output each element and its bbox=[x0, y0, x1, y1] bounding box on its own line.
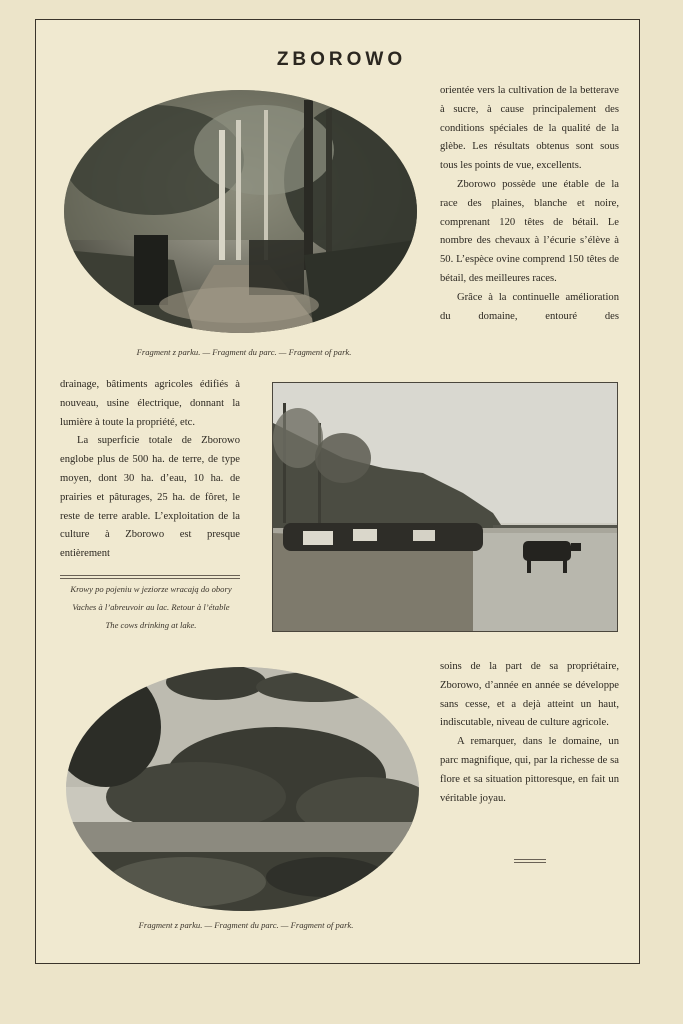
text-column-right-bottom bbox=[440, 658, 619, 808]
caption-cows-en: The cows drinking at lake. bbox=[105, 620, 197, 630]
paragraph: orientée vers la cultivation de la betterave à sucre, à cause principalement des conditions spéciales de la qualité de la glèbe. Les résultats obtenus sont sous tous les points de vue, excellents. bbox=[440, 85, 619, 172]
park-trees-photo bbox=[66, 667, 419, 911]
caption-park-top: Fragment z parku. — Fragment du parc. — Fragment of park. bbox=[136, 347, 352, 357]
paragraph: drainage, bâtiments agricoles édifiés à nouveau, usine électrique, donnant la lumière à toute la propriété, etc. bbox=[60, 379, 240, 428]
cows-lake-photo bbox=[272, 382, 618, 632]
text-column-right-top bbox=[440, 82, 619, 326]
paragraph: La superficie totale de Zborowo englobe plus de 500 ha. de terre, de type moyen, dont 30 ha. d’eau, 10 ha. de prairies et pâturages, 25 ha. de fôret, le reste de terre arable. L’exploitation de la culture à Zborowo est presque entièrement bbox=[60, 435, 240, 560]
end-ornament bbox=[514, 859, 546, 860]
paragraph: soins de la part de sa propriétaire, Zborowo, d’année en année se développe sans cesse, et a dejà atteint un haut, indiscutable, niveau de culture agricole. bbox=[440, 661, 619, 729]
caption-cows-fr: Vaches à l’abreuvoir au lac. Retour à l’étable bbox=[72, 602, 230, 612]
caption-park-bottom: Fragment z parku. — Fragment du parc. — Fragment of park. bbox=[138, 920, 354, 930]
paragraph: A remarquer, dans le domaine, un parc magnifique, qui, par la richesse de sa flore et sa situation pittoresque, en fait un véritable joyau. bbox=[440, 736, 619, 804]
caption-cows-pl: Krowy po pojeniu w jeziorze wracają do obory bbox=[70, 584, 232, 594]
end-ornament bbox=[514, 862, 546, 863]
caption-divider bbox=[60, 575, 240, 576]
park-path-photo bbox=[64, 90, 417, 333]
text-column-left-middle bbox=[60, 376, 240, 564]
paragraph: Grâce à la continuelle amélioration du domaine, entouré des bbox=[440, 291, 619, 322]
paragraph: Zborowo possède une étable de la race des plaines, blanche et noire, comprenant 120 têtes de bétail. Le nombre des chevaux à l’écurie s’élève à 50. L’espèce ovine comprend 150 têtes de bétail, des meilleures races. bbox=[440, 178, 619, 284]
page-title: ZBOROWO bbox=[276, 49, 407, 70]
caption-divider bbox=[60, 578, 240, 579]
